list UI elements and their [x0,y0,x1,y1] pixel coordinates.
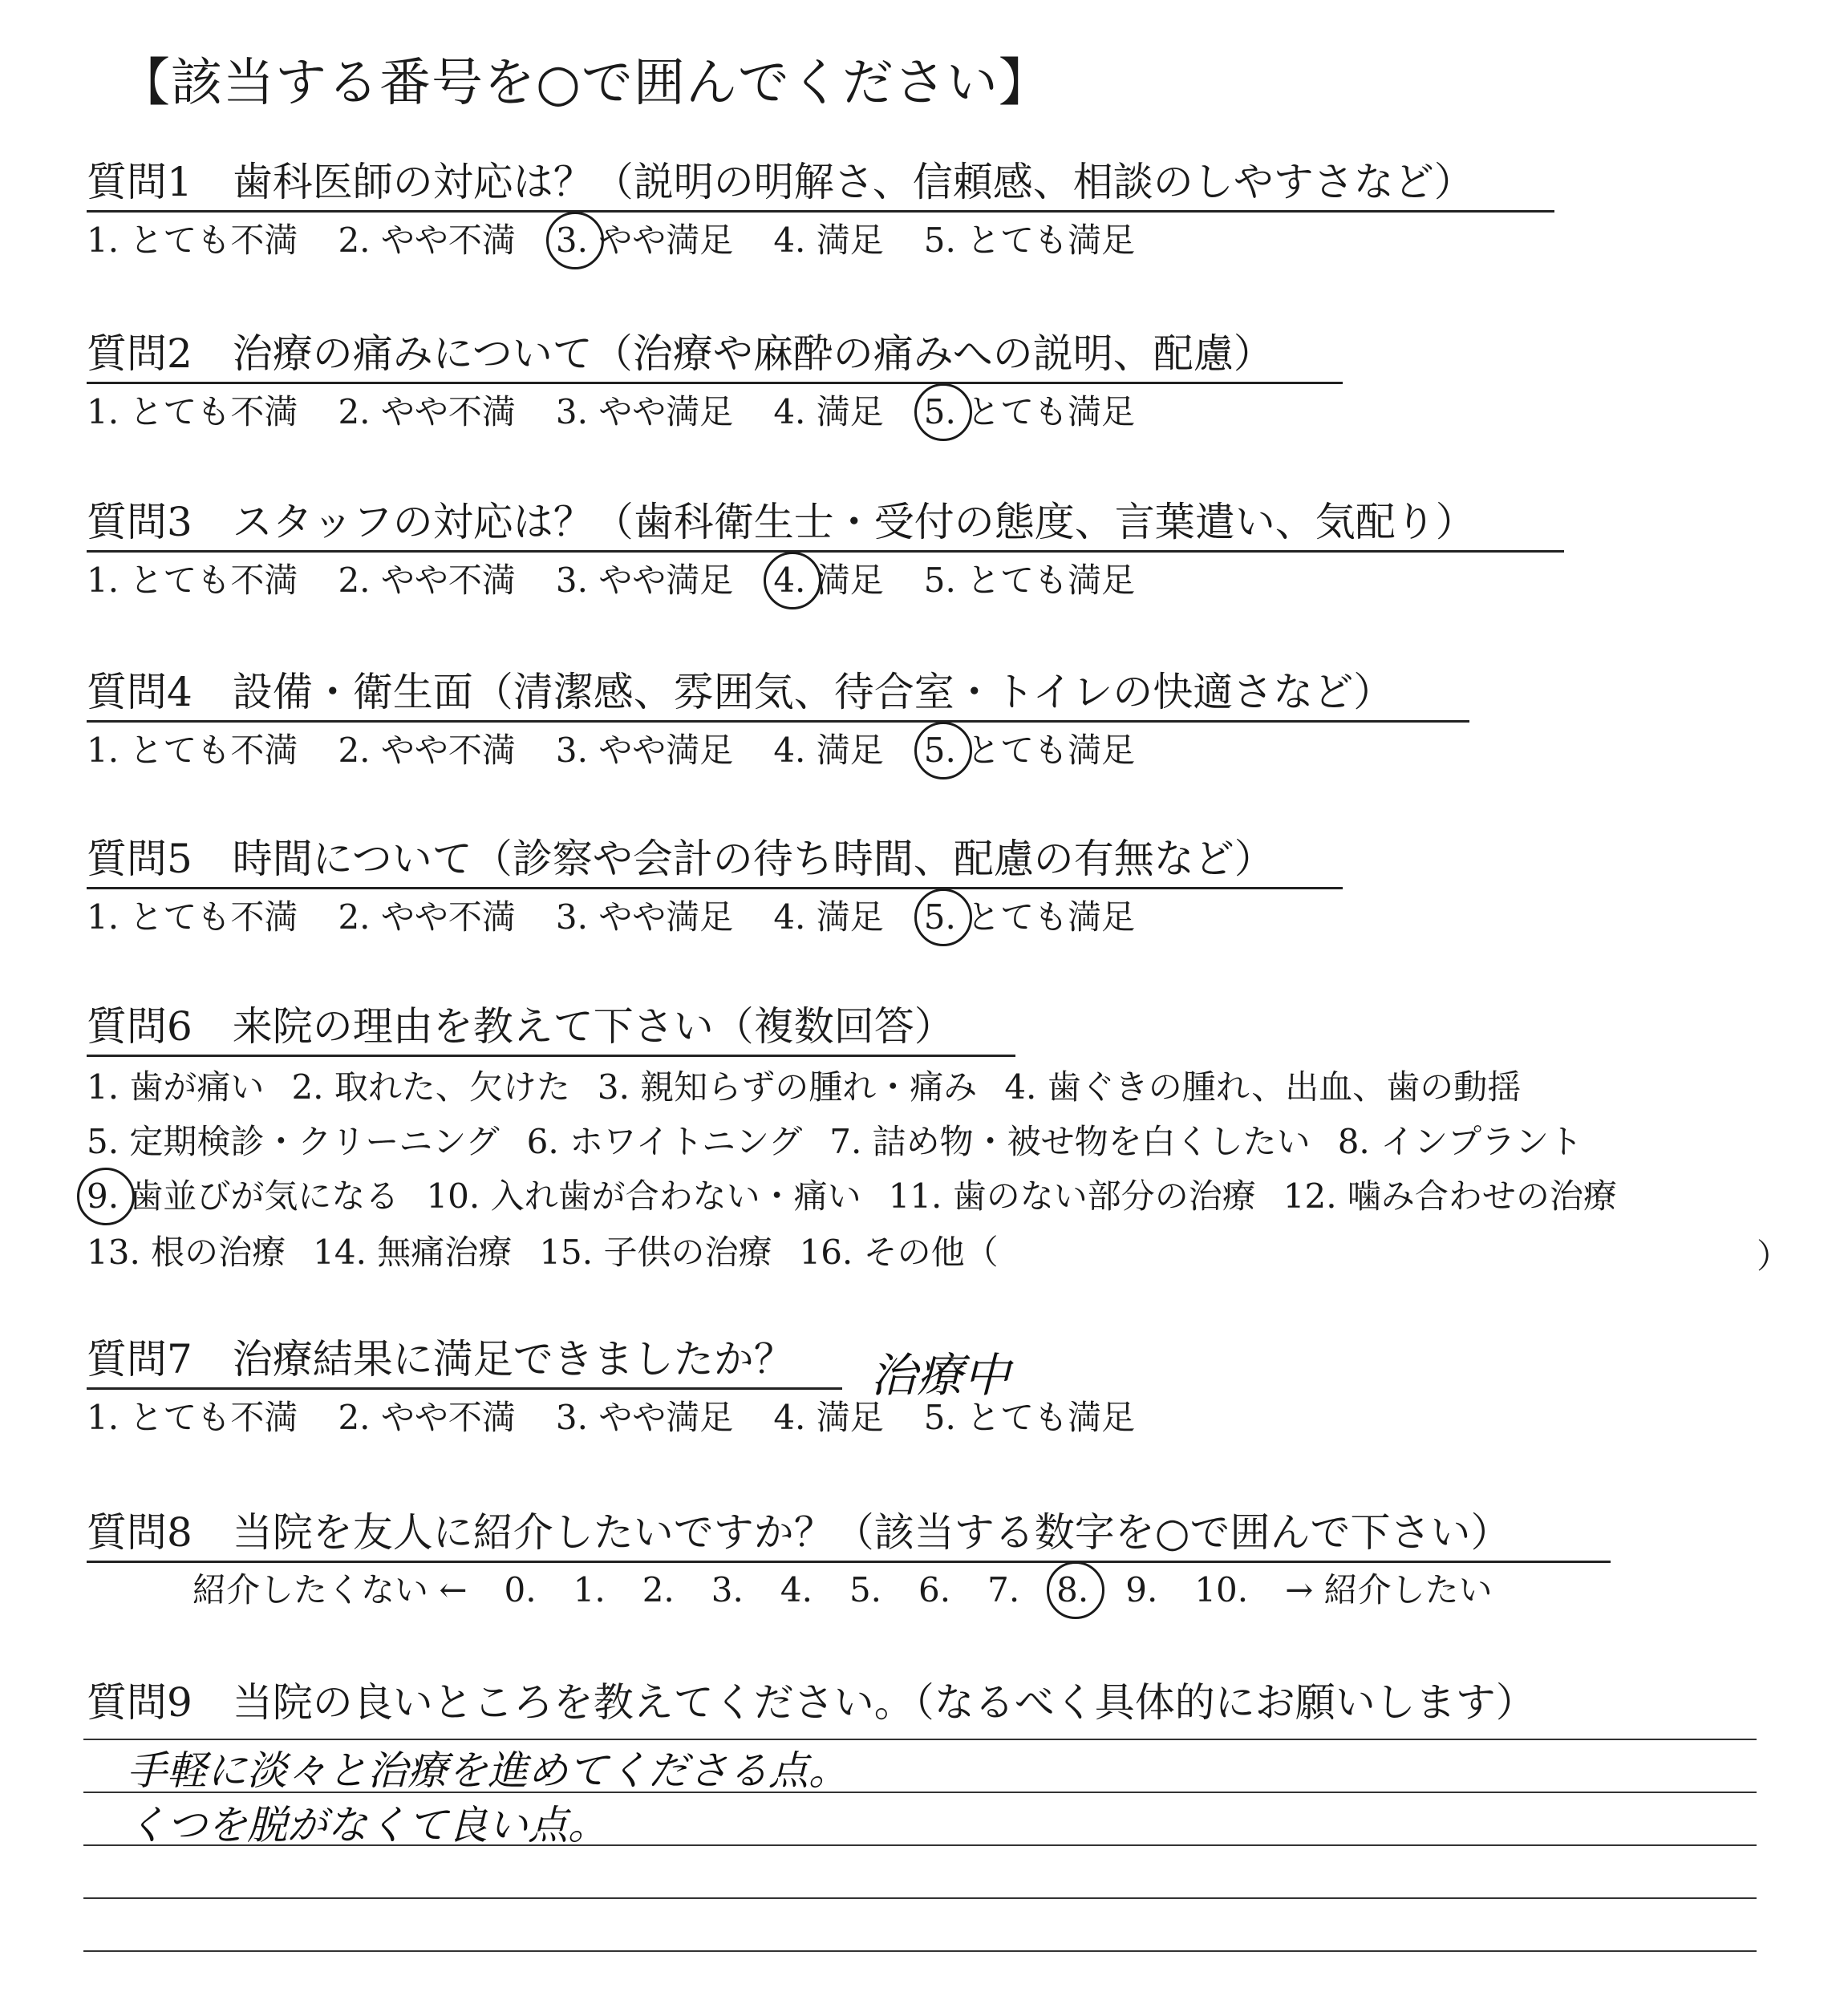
q6-option[interactable]: 4. 歯ぐきの腫れ、出血、歯の動揺 [1004,1067,1522,1107]
rating-option[interactable]: 2. やや不満 [338,1398,516,1437]
q2-title: 質問2 治療の痛みについて（治療や麻酔の痛みへの説明、配慮） [87,330,1274,377]
q8-scale-value[interactable]: 9. [1125,1570,1158,1609]
q8-left-label: 紹介したくない ← [192,1570,468,1609]
q6-option[interactable]: 10. 入れ歯が合わない・痛い [426,1176,861,1216]
q7-options [87,1395,1175,1440]
rating-option[interactable]: 1. とても不満 [87,392,298,431]
q4-options [87,728,1175,773]
rating-option[interactable]: 4. 満足 [773,221,884,260]
rating-option-selected[interactable]: 3. やや満足 [556,218,733,263]
q4-title: 質問4 設備・衛生面（清潔感、雰囲気、待合室・トイレの快適さなど） [87,669,1394,715]
answer-line [83,1950,1757,1952]
rating-option-selected[interactable]: 5. とても満足 [924,390,1135,435]
q8-scale-value[interactable]: 4. [780,1570,813,1609]
q2-options [87,390,1175,435]
q6-underline [87,1055,1015,1057]
q6-option[interactable]: 5. 定期検診・クリーニング [87,1122,500,1161]
rating-option[interactable]: 2. やや不満 [338,561,516,600]
q9-answer-line-2[interactable]: くつを脱がなくて良い点。 [127,1802,608,1848]
q8-scale-value[interactable]: 2. [642,1570,675,1609]
q6-option[interactable]: 13. 根の治療 [87,1233,286,1272]
rating-option[interactable]: 5. とても満足 [923,561,1136,600]
q8-scale-value[interactable]: 1. [573,1570,606,1609]
rating-option[interactable]: 4. 満足 [773,731,884,770]
rating-option[interactable]: 3. やや満足 [555,1398,734,1437]
rating-option-selected[interactable]: 5. とても満足 [924,728,1135,773]
q8-underline [87,1561,1611,1563]
q5-options [87,895,1175,940]
q6-option[interactable]: 12. 噛み合わせの治療 [1283,1176,1617,1216]
q6-option[interactable]: 11. 歯のない部分の治療 [888,1176,1256,1216]
q8-scale-selected[interactable]: 8. [1056,1568,1088,1613]
rating-option[interactable]: 2. やや不満 [338,221,516,260]
rating-option[interactable]: 2. やや不満 [338,897,516,937]
rating-option[interactable]: 3. やや満足 [555,392,734,431]
rating-option[interactable]: 2. やや不満 [338,392,516,431]
q8-scale-value[interactable]: 3. [711,1570,744,1609]
q5-title: 質問5 時間について（診察や会計の待ち時間、配慮の有無など） [87,836,1275,882]
q6-option[interactable]: 1. 歯が痛い [87,1067,265,1107]
q8-scale [192,1568,1493,1613]
q6-option[interactable]: 16. その他（ [799,1233,999,1272]
rating-option[interactable]: 1. とても不満 [87,731,298,770]
rating-option[interactable]: 3. やや満足 [555,561,734,600]
rating-option[interactable]: 1. とても不満 [87,1398,298,1437]
q1-underline [87,210,1554,213]
q1-options [87,218,1175,263]
q6-option-selected[interactable]: 9. 歯並びが気になる [87,1174,399,1219]
q8-scale-value[interactable]: 10. [1194,1570,1249,1609]
q6-option[interactable]: 7. 詰め物・被せ物を白くしたい [829,1122,1311,1161]
rating-option-selected[interactable]: 5. とても満足 [924,895,1135,940]
q7-title: 質問7 治療結果に満足できましたか？ [87,1336,794,1383]
rating-option[interactable]: 5. とても満足 [923,221,1136,260]
rating-option[interactable]: 1. とても不満 [87,897,298,937]
q6-option[interactable]: 6. ホワイトニング [526,1122,803,1161]
rating-option[interactable]: 4. 満足 [773,897,884,937]
rating-option-selected[interactable]: 4. 満足 [773,558,883,603]
q6-option[interactable]: 3. 親知らずの腫れ・痛み [597,1067,978,1107]
q8-title: 質問8 当院を友人に紹介したいですか？（該当する数字を○で囲んで下さい） [87,1509,1511,1556]
q5-underline [87,887,1343,889]
answer-line [83,1897,1757,1899]
q7-underline [87,1387,842,1390]
rating-option[interactable]: 4. 満足 [773,392,884,431]
q6-row-4 [87,1230,999,1275]
q6-option[interactable]: 8. インプラント [1337,1122,1583,1161]
q8-scale-value[interactable]: 6. [918,1570,951,1609]
q8-scale-value[interactable]: 5. [849,1570,882,1609]
q3-options [87,558,1175,603]
rating-option[interactable]: 1. とても不満 [87,561,298,600]
q6-other-close: ） [1757,1237,1791,1276]
q8-right-label: → 紹介したい [1285,1570,1493,1609]
q6-option[interactable]: 14. 無痛治療 [313,1233,513,1272]
q9-title: 質問9 当院の良いところを教えてください。（なるべく具体的にお願いします） [87,1679,1536,1726]
q7-handwritten-note: 治療中 [870,1348,1011,1403]
rating-option[interactable]: 3. やや満足 [555,731,734,770]
q6-option[interactable]: 15. 子供の治療 [539,1233,772,1272]
q4-underline [87,720,1469,723]
q9-answer-line-1[interactable]: 手軽に淡々と治療を進めてくださる点。 [127,1747,849,1794]
rating-option[interactable]: 4. 満足 [773,1398,884,1437]
q6-option[interactable]: 2. 取れた、欠けた [291,1067,570,1107]
q6-row-2 [87,1119,1583,1164]
rating-option[interactable]: 2. やや不満 [338,731,516,770]
q8-scale-value[interactable]: 7. [987,1570,1020,1609]
form-heading: 【該当する番号を○で囲んでください】 [119,54,1051,113]
q8-scale-value[interactable]: 0. [504,1570,537,1609]
rating-option[interactable]: 3. やや満足 [555,897,734,937]
q6-row-1 [87,1065,1521,1110]
rating-option[interactable]: 5. とても満足 [923,1398,1136,1437]
rating-option[interactable]: 1. とても不満 [87,221,298,260]
q1-title: 質問1 歯科医師の対応は？（説明の明解さ、信頼感、相談のしやすさなど） [87,159,1474,205]
q6-row-3 [87,1174,1617,1219]
q3-underline [87,550,1564,553]
q3-title: 質問3 スタッフの対応は？（歯科衛生士・受付の態度、言葉遣い、気配り） [87,499,1476,545]
q2-underline [87,382,1343,384]
q6-title: 質問6 来院の理由を教えて下さい（複数回答） [87,1003,954,1050]
